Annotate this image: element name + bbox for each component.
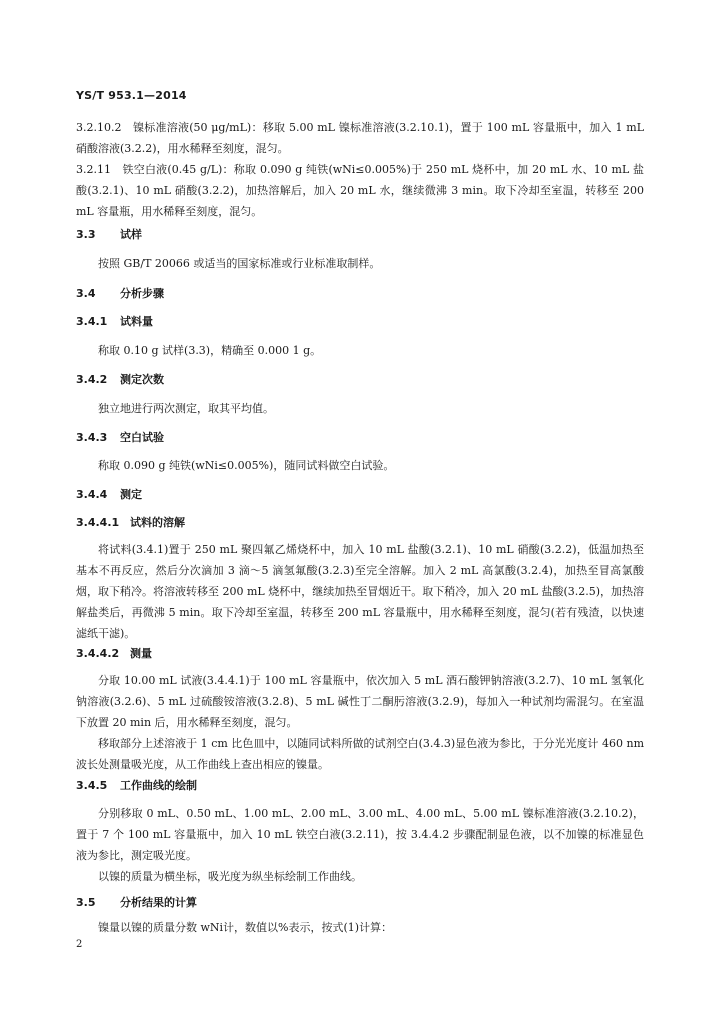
clause-3-4-4-2-text-a: 分取 10.00 mL 试液(3.4.4.1)于 100 mL 容量瓶中，依次加入 5 mL 酒石酸钾钠溶液(3.2.7)、10 mL 氢氧化钠溶液(3.2.6)、5 mL 过硫酸铵溶液(3.2.8)、5 mL 碱性丁二酮肟溶液(3.2.9)，每加入一种试剂均需混匀。在室温下放置 20 min 后，用水稀释至刻度，混匀。 bbox=[76, 674, 644, 729]
clause-3-4-1-text: 称取 0.10 g 试样(3.3)，精确至 0.000 1 g。 bbox=[98, 344, 322, 357]
heading-number: 3.4.4 bbox=[76, 488, 108, 501]
heading-number: 3.3 bbox=[76, 228, 96, 241]
clause-3-4-3-text: 称取 0.090 g 纯铁(wNi≤0.005%)，随同试料做空白试验。 bbox=[98, 459, 395, 472]
heading-title: 工作曲线的绘制 bbox=[120, 779, 197, 792]
heading-3-5 bbox=[76, 894, 197, 910]
clause-3-3-text: 按照 GB/T 20066 或适当的国家标准或行业标准取制样。 bbox=[98, 257, 381, 270]
clause-3-4-4-2-text-b: 移取部分上述溶液于 1 cm 比色皿中，以随同试料所做的试剂空白(3.4.3)显色液为参比，于分光光度计 460 nm 波长处测量吸光度，从工作曲线上查出相应的镍量。 bbox=[76, 737, 644, 771]
heading-3-4-3 bbox=[76, 429, 164, 445]
clause-3-4-5-text-b: 以镍的质量为横坐标，吸光度为纵坐标绘制工作曲线。 bbox=[98, 870, 362, 883]
heading-title: 试料量 bbox=[120, 315, 153, 328]
heading-title: 测定 bbox=[120, 488, 142, 501]
clause-3-4-2-text: 独立地进行两次测定，取其平均值。 bbox=[98, 402, 274, 415]
heading-3-3 bbox=[76, 226, 142, 242]
heading-title: 试料的溶解 bbox=[130, 516, 185, 529]
heading-number: 3.4.4.2 bbox=[76, 647, 120, 660]
heading-3-4 bbox=[76, 285, 164, 301]
page-number: 2 bbox=[76, 939, 83, 950]
heading-3-4-1 bbox=[76, 313, 153, 329]
clause-3-2-10-2: 3.2.10.2 镍标准溶液(50 μg/mL)：移取 5.00 mL 镍标准溶液(3.2.10.1)，置于 100 mL 容量瓶中，加入 1 mL 硝酸溶液(3.2.2)，用水稀释至刻度，混匀。 bbox=[76, 121, 644, 155]
heading-3-4-5 bbox=[76, 777, 197, 793]
clause-3-4-4-1-text: 将试料(3.4.1)置于 250 mL 聚四氟乙烯烧杯中，加入 10 mL 盐酸(3.2.1)、10 mL 硝酸(3.2.2)，低温加热至基本不再反应，然后分次滴加 3 滴～5 滴氢氟酸(3.2.3)至完全溶解。加入 2 mL 高氯酸(3.2.4)，加热至冒高氯酸烟，取下稍冷。将溶液转移至 200 mL 烧杯中，继续加热至冒烟近干。取下稍冷，加入 20 mL 盐酸(3.2.5)，加热溶解盐类后，再微沸 5 min。取下冷却至室温，转移至 200 mL 容量瓶中，用水稀释至刻度，混匀(若有残渣，以快速滤纸干滤)。 bbox=[76, 543, 645, 640]
heading-3-4-4-2 bbox=[76, 645, 152, 661]
heading-number: 3.4.5 bbox=[76, 779, 108, 792]
clause-3-4-5-text-a: 分别移取 0 mL、0.50 mL、1.00 mL、2.00 mL、3.00 mL、4.00 mL、5.00 mL 镍标准溶液(3.2.10.2)，置于 7 个 100 mL 容量瓶中，加入 10 mL 铁空白液(3.2.11)，按 3.4.4.2 步骤配制显色液，以不加镍的标准显色液为参比，测定吸光度。 bbox=[76, 807, 644, 862]
clause-3-2-11: 3.2.11 铁空白液(0.45 g/L)：称取 0.090 g 纯铁(wNi≤0.005%)于 250 mL 烧杯中，加 20 mL 水、10 mL 盐酸(3.2.1)、10 mL 硝酸(3.2.2)，加热溶解后，加入 20 mL 水，继续微沸 3 min。取下冷却至室温，转移至 200 mL 容量瓶，用水稀释至刻度，混匀。 bbox=[76, 163, 644, 218]
heading-number: 3.4 bbox=[76, 287, 96, 300]
heading-3-4-4-1 bbox=[76, 514, 185, 530]
clause-3-5-text: 镍量以镍的质量分数 wNi计，数值以%表示，按式(1)计算： bbox=[98, 921, 393, 934]
heading-title: 分析步骤 bbox=[120, 287, 164, 300]
heading-3-4-2 bbox=[76, 371, 164, 387]
heading-number: 3.4.3 bbox=[76, 431, 108, 444]
heading-title: 分析结果的计算 bbox=[120, 896, 197, 909]
heading-title: 测量 bbox=[130, 647, 152, 660]
heading-title: 空白试验 bbox=[120, 431, 164, 444]
heading-number: 3.4.4.1 bbox=[76, 516, 120, 529]
standard-code-header: YS/T 953.1—2014 bbox=[76, 89, 187, 102]
heading-number: 3.5 bbox=[76, 896, 96, 909]
heading-title: 试样 bbox=[120, 228, 142, 241]
heading-3-4-4 bbox=[76, 486, 142, 502]
heading-number: 3.4.2 bbox=[76, 373, 108, 386]
heading-title: 测定次数 bbox=[120, 373, 164, 386]
heading-number: 3.4.1 bbox=[76, 315, 108, 328]
